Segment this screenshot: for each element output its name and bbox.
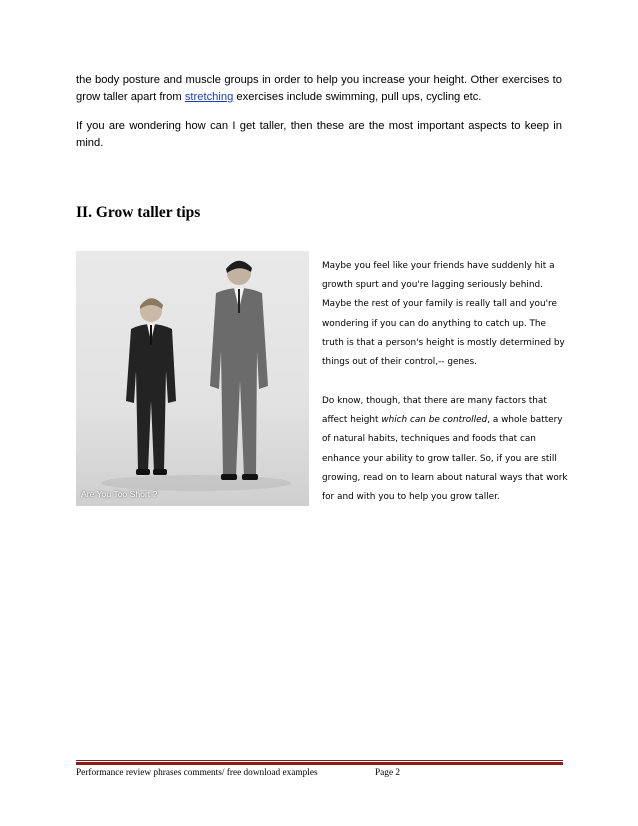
intro-text-before-link: the body posture and muscle groups in order to help you increase your height. Other exercises to grow taller apart from: [76, 74, 562, 103]
footer-page-number: Page 2: [375, 768, 401, 778]
column-emphasis: which can be controlled: [381, 415, 488, 426]
intro-paragraph-1: [76, 72, 562, 106]
intro-text-after-link: exercises include swimming, pull ups, cycling etc.: [233, 91, 482, 103]
column-paragraph-2: [322, 392, 568, 507]
column-text-before-emphasis: Do know, though, that there are many factors that affect height: [322, 396, 547, 426]
stretching-link[interactable]: stretching: [184, 91, 234, 103]
two-men-illustration: [76, 251, 309, 506]
footer-divider-thick: [76, 762, 563, 765]
column-text-after-emphasis: , a whole battery of natural habits, techniques and foods that can enhance your ability to grow taller. So, if you are still growing, read on to learn about natural ways that work for and with you to help you grow taller.: [322, 415, 568, 503]
two-men-photo: [76, 251, 309, 506]
footer-divider-thin: [76, 760, 563, 761]
right-man-figure: [210, 261, 268, 480]
section-heading: II. Grow taller tips: [76, 204, 201, 221]
photo-caption: Are You Too Short ?: [81, 489, 158, 499]
footer-title: Performance review phrases comments/ free download examples: [76, 768, 318, 778]
column-paragraph-1: Maybe you feel like your friends have suddenly hit a growth spurt and you're lagging seriously behind. Maybe the rest of your family is really tall and you're wondering if you can do anything to catch up. The truth is that a person's height is mostly determined by things out of their control,-- genes.: [322, 261, 565, 368]
left-man-figure: [126, 298, 176, 475]
intro-paragraph-2: If you are wondering how can I get taller, then these are the most important aspects to keep in mind.: [76, 120, 562, 149]
